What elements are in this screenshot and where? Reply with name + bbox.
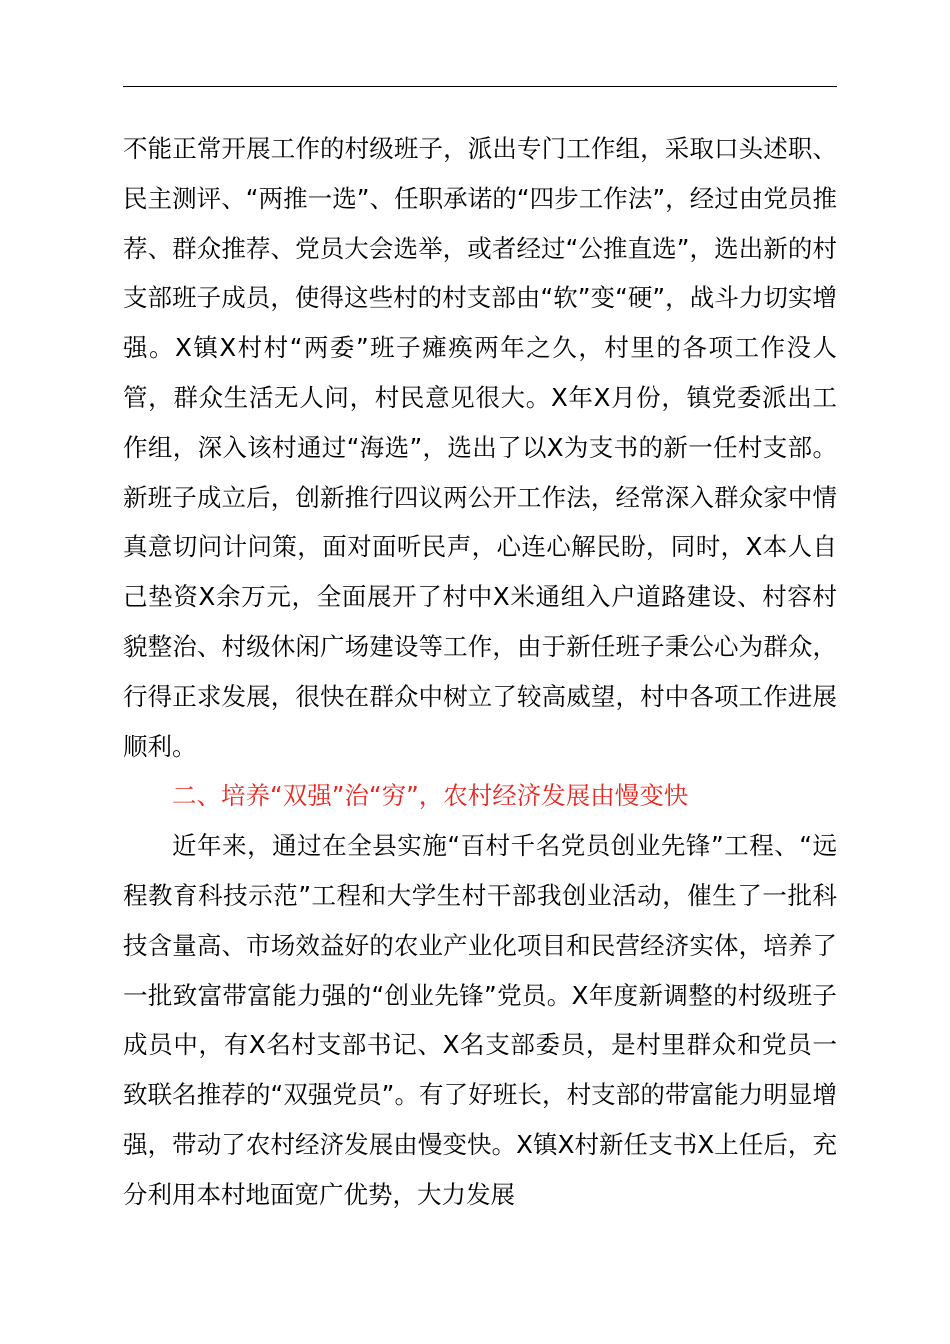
body-paragraph-1: 不能正常开展工作的村级班子，派出专门工作组，采取口头述职、民主测评、“两推一选”、任职承诺的“四步工作法”，经过由党员推荐、群众推荐、党员大会选举，或者经过“公推直选”，选出新的村支部班子成员，使得这些村的村支部由“软”变“硬”，战斗力切实增强。X镇X村村“两委”班子瘫痪两年之久，村里的各项工作没人管，群众生活无人问，村民意见很大。X年X月份，镇党委派出工作组，深入该村通过“海选”，选出了以X为支书的新一任村支部。新班子成立后，创新推行四议两公开工作法，经常深入群众家中情真意切问计问策，面对面听民声，心连心解民盼，同时，X本人自己垫资X余万元，全面展开了村中X米通组入户道路建设、村容村貌整治、村级休闲广场建设等工作，由于新任班子秉公心为群众，行得正求发展，很快在群众中树立了较高威望，村中各项工作进展顺利。 — [123, 134, 837, 761]
document-body — [123, 124, 837, 1220]
header-rule — [123, 86, 837, 87]
section-heading: 二、培养“双强”治“穷”，农村经济发展由慢变快 — [172, 781, 689, 811]
body-paragraph-2: 近年来，通过在全县实施“百村千名党员创业先锋”工程、“远程教育科技示范”工程和大学生村干部我创业活动，催生了一批科技含量高、市场效益好的农业产业化项目和民营经济实体，培养了一批致富带富能力强的“创业先锋”党员。X年度新调整的村级班子成员中，有X名村支部书记、X名支部委员，是村里群众和党员一致联名推荐的“双强党员”。有了好班长，村支部的带富能力明显增强，带动了农村经济发展由慢变快。X镇X村新任支书X上任后，充分利用本村地面宽广优势，大力发展 — [123, 831, 837, 1209]
